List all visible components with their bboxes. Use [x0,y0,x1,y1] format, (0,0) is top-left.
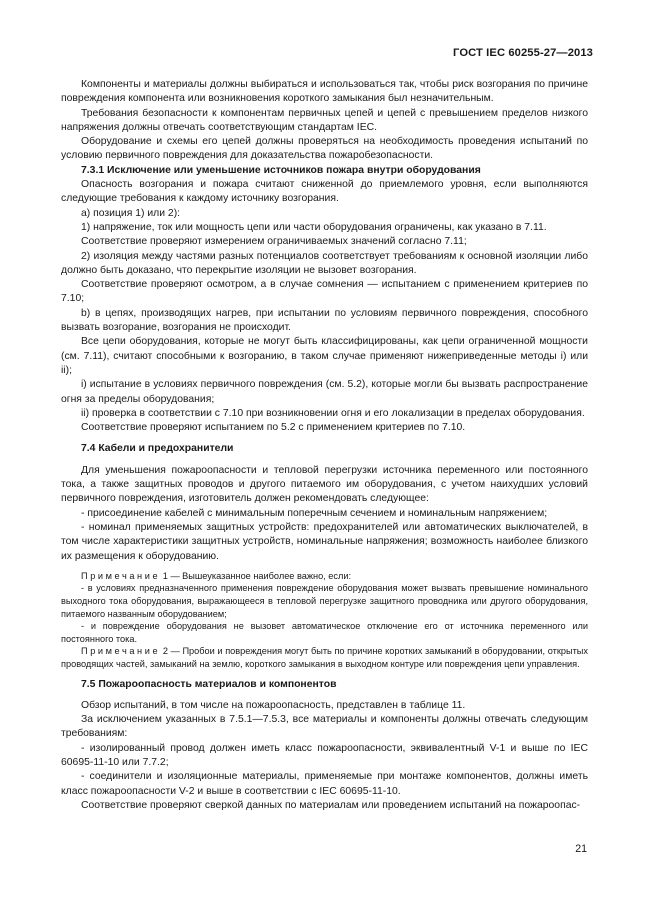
paragraph: Требования безопасности к компонентам первичных цепей и цепей с превышением пределов низкого напряжения должны отвечать соответствующим стандартам IEC. [61,107,588,133]
paragraph: Опасность возгорания и пожара считают сниженной до приемлемого уровня, если выполняются следующие требования к каждому источнику возгорания. [61,179,588,205]
standard-code-header: ГОСТ IEC 60255-27—2013 [453,47,593,59]
paragraph: Соответствие проверяют измерением ограничиваемых значений согласно 7.11; [81,236,467,248]
paragraph: Соответствие проверяют сверкой данных по материалам или проведением испытаний на пожароопас- [81,799,581,811]
note-number: 2 [162,646,168,657]
note-label: Примечание [81,570,161,581]
paragraph: За исключением указанных в 7.5.1—7.5.3, все материалы и компоненты должны отвечать следующим требованиям: [61,714,588,740]
list-item: 2) изоляция между частями разных потенциалов соответствует требованиям к основной изоляции либо должно быть доказано, что перекрытие изоляции не вызовет возгорания. [61,250,588,276]
paragraph: Для уменьшения пожароопасности и тепловой перегрузки источника переменного или постоянного тока, а также защитных проводов и другого питаемого им оборудования, с учетом наихудших условий первичного повреждения, изготовитель должен рекомендовать следующее: [61,464,588,505]
note-item: - в условиях предназначенного применения повреждение оборудования может вызвать превышение номинального выходного тока оборудования, выражающееся в тепловой перегрузке защитного проводника или другого оборудования, питаемого названным оборудованием; [61,583,588,619]
section-heading-7-5: 7.5 Пожароопасность материалов и компонентов [81,678,337,690]
note-1 [61,570,588,583]
paragraph: Компоненты и материалы должны выбираться и использоваться так, чтобы риск возгорания по причине повреждения компонента или возникновения короткого замыкания был незначительным. [61,79,588,105]
section-heading-7-3-1: 7.3.1 Исключение или уменьшение источников пожара внутри оборудования [81,164,481,176]
list-item: b) в цепях, производящих нагрев, при испытании по условиям первичного повреждения, способного вызвать возгорание, возгорания не происходит. [61,307,588,334]
section-heading-7-4: 7.4 Кабели и предохранители [81,443,234,455]
paragraph: Соответствие проверяют испытанием по 5.2 с применением критериев по 7.10. [81,422,466,434]
note-label: Примечание [81,646,161,657]
list-item: - присоединение кабелей с минимальным поперечным сечением и номинальным напряжением; [81,507,548,519]
list-item: а) позиция 1) или 2): [81,207,181,219]
list-item: - соединители и изоляционные материалы, применяемые при монтаже компонентов, должны иметь класс пожароопасности V-2 и выше в соответствии с IEC 60695-11-10. [61,771,588,797]
list-item: ii) проверка в соответствии с 7.10 при возникновении огня и его локализации в пределах оборудования. [81,407,585,419]
list-item: 1) напряжение, ток или мощность цепи или части оборудования ограничены, как указано в 7.11. [81,221,547,233]
page-number: 21 [575,843,587,855]
note-item: - и повреждение оборудования не вызовет автоматическое отключение его от источника переменного или постоянного тока. [61,621,588,644]
note-text: — Вышеуказанное наиболее важно, если: [170,570,352,581]
page-content [61,78,588,813]
list-item: - номинал применяемых защитных устройств: предохранителей или автоматических выключателей, в том числе характеристики защитных устройств, номинальные напряжения; возможность наиболее близкого их размещения к оборудованию. [61,521,588,562]
list-item: - изолированный провод должен иметь класс пожароопасности, эквивалентный V-1 и выше по IEC 60695-11-10 или 7.7.2; [61,742,588,769]
paragraph: Все цепи оборудования, которые не могут быть классифицированы, как цепи ограниченной мощности (см. 7.11), считают способными к возгоранию, в таком случае применяют нижеприведенные методы i) или ii); [61,336,588,376]
paragraph: Оборудование и схемы его цепей должны проверяться на необходимость проведения испытаний по условию первичного повреждения для доказательства пожаробезопасности. [61,136,588,162]
paragraph: Обзор испытаний, в том числе на пожароопасность, представлен в таблице 11. [81,699,466,711]
paragraph: Соответствие проверяют осмотром, а в случае сомнения — испытанием с применением критериев по 7.10; [61,279,588,305]
list-item: i) испытание в условиях первичного повреждения (см. 5.2), которые могли бы вызвать распространение огня за пределы оборудования; [61,379,588,405]
note-2 [61,645,588,670]
note-text: — Пробои и повреждения могут быть по причине коротких замыканий в оборудовании, открытых проводящих частей, замыканий на землю, короткого замыкания в выходном контуре или повреждения цепи управления. [61,646,588,669]
note-number: 1 [162,570,168,581]
